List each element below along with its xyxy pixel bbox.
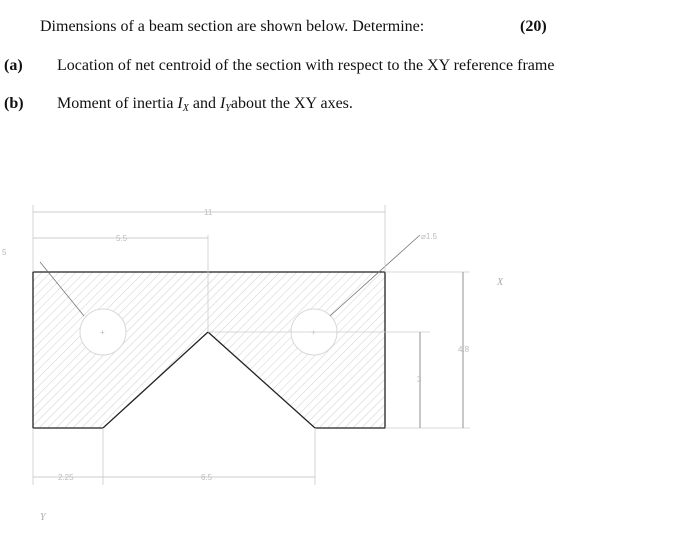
dim-notch-base: 6.5 (201, 473, 213, 482)
dim-left-offset: 5 (2, 248, 7, 257)
dim-total-width: 11 (204, 208, 213, 217)
iy-symbol: I (219, 95, 226, 112)
left-hole-center-mark: + (100, 328, 105, 337)
problem-points: (20) (520, 18, 547, 35)
axis-y-label: Y (40, 512, 46, 523)
dim-left-cut: 2.25 (58, 473, 74, 482)
beam-section-shape (33, 272, 385, 428)
iy-subscript: Y (225, 103, 231, 114)
axis-x-label: X (497, 277, 504, 288)
part-b-label: (b) (4, 95, 24, 112)
part-a-label: (a) (4, 57, 23, 74)
dim-hole-diameter: ⌀1.5 (421, 232, 437, 241)
part-b-text-post: about the XY axes. (230, 95, 353, 112)
ix-subscript: X (182, 103, 189, 114)
dim-height-inner: 3 (417, 375, 422, 384)
ix-symbol: I (177, 95, 183, 112)
problem-intro: Dimensions of a beam section are shown below. Determine: (40, 18, 425, 35)
part-b-text-pre: Moment of inertia (57, 95, 178, 112)
part-b-and: and (188, 95, 220, 112)
part-a-text: Location of net centroid of the section with respect to the XY reference frame (57, 57, 555, 74)
dim-half-width: 5.5 (116, 234, 128, 243)
dim-height-total: 4.8 (458, 345, 470, 354)
right-hole-center-mark: + (311, 328, 316, 337)
